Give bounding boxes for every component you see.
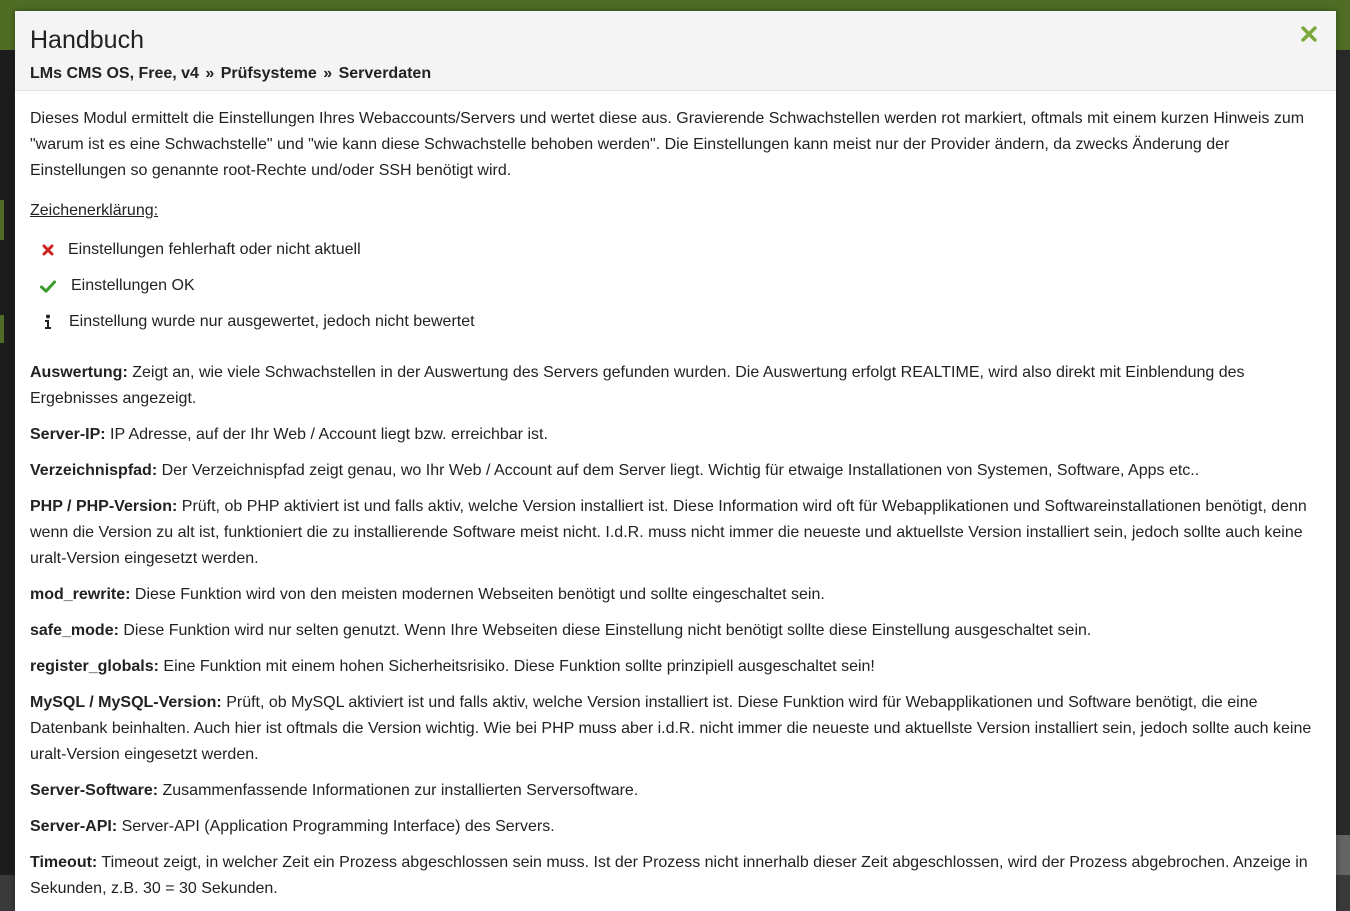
definition-text: Prüft, ob PHP aktiviert ist und falls aktiv, welche Version installiert ist. Diese Information wird oft für Webapplikationen und Softwareinstallationen benötigt, denn wenn die Version zu alt ist, funktioniert die zu installierende Software meist nicht. I.d.R. muss nicht immer die neueste und aktuellste Version installiert sein, jedoch sollte auch keine uralt-Version eingesetzt werden.	[30, 498, 1307, 567]
legend-item	[30, 268, 1321, 304]
manual-modal	[15, 11, 1336, 911]
breadcrumb	[30, 64, 1321, 84]
legend-item-text: Einstellungen fehlerhaft oder nicht aktuell	[68, 241, 361, 258]
definition-php-version	[30, 494, 1321, 572]
definition-term: Auswertung:	[30, 364, 128, 381]
definition-term: register_globals:	[30, 658, 159, 675]
modal-title: Handbuch	[30, 26, 144, 54]
definition-term: Server-API:	[30, 818, 118, 835]
definition-term: Verzeichnispfad:	[30, 462, 158, 479]
legend-item	[30, 232, 1321, 268]
definition-timeout	[30, 850, 1321, 902]
info-icon	[40, 314, 56, 330]
breadcrumb-item-pruefsysteme: Prüfsysteme	[220, 65, 317, 82]
definition-server-ip	[30, 422, 1321, 448]
definition-term: Server-IP:	[30, 426, 106, 443]
definition-mod-rewrite	[30, 582, 1321, 608]
definition-verzeichnispfad	[30, 458, 1321, 484]
definition-mysql-version	[30, 690, 1321, 768]
definition-text: Zusammenfassende Informationen zur installierten Serversoftware.	[162, 782, 639, 799]
definition-auswertung	[30, 360, 1321, 412]
definition-safe-mode	[30, 618, 1321, 644]
legend-list	[30, 232, 1321, 340]
legend-item-text: Einstellung wurde nur ausgewertet, jedoch nicht bewertet	[69, 313, 475, 330]
intro-text: Dieses Modul ermittelt die Einstellungen Ihres Webaccounts/Servers und wertet diese aus. Gravierende Schwachstellen werden rot markiert, oftmals mit einem kurzen Hinweis zum "warum ist es eine Schwachstelle" und "wie kann diese Schwachstelle behoben werden". Die Einstellungen kann meist nur der Provider ändern, da zwecks Änderung der Einstellungen so genannte root-Rechte und/oder SSH benötigt wird.	[30, 110, 1305, 179]
definition-text: Diese Funktion wird von den meisten modernen Webseiten benötigt und sollte eingeschaltet sein.	[134, 586, 825, 603]
legend-item-text: Einstellungen OK	[71, 277, 195, 294]
definition-term: Timeout:	[30, 854, 98, 871]
definition-server-software	[30, 778, 1321, 804]
definition-text: Prüft, ob MySQL aktiviert ist und falls aktiv, welche Version installiert ist. Diese Funktion wird für Webapplikationen und Software benötigt, die eine Datenbank beinhalten. Auch hier ist oftmals die Version wichtig. Wie bei PHP muss aber i.d.R. nicht immer die neueste und aktuellste Version installiert sein, jedoch sollte auch keine uralt-Version eingesetzt werden.	[30, 694, 1312, 763]
definition-text: Eine Funktion mit einem hohen Sicherheitsrisiko. Diese Funktion sollte prinzipiell ausgeschaltet sein!	[163, 658, 875, 675]
definition-term: safe_mode:	[30, 622, 119, 639]
breadcrumb-separator: »	[205, 65, 215, 82]
breadcrumb-item-serverdaten: Serverdaten	[338, 65, 432, 82]
check-icon	[40, 278, 56, 294]
breadcrumb-separator: »	[323, 65, 333, 82]
definition-term: MySQL / MySQL-Version:	[30, 694, 222, 711]
breadcrumb-item-product: LMs CMS OS, Free, v4	[30, 65, 199, 82]
close-icon	[1300, 25, 1318, 43]
definition-server-api	[30, 814, 1321, 840]
definition-text: IP Adresse, auf der Ihr Web / Account liegt bzw. erreichbar ist.	[110, 426, 548, 443]
close-button[interactable]	[1300, 25, 1318, 43]
legend-title: Zeichenerklärung:	[30, 202, 159, 219]
definition-term: mod_rewrite:	[30, 586, 131, 603]
cross-icon	[40, 242, 56, 258]
definition-text: Diese Funktion wird nur selten genutzt. Wenn Ihre Webseiten diese Einstellung nicht benötigt sollte diese Einstellung ausgeschaltet sein.	[123, 622, 1092, 639]
legend-item	[30, 304, 1321, 340]
definition-term: Server-Software:	[30, 782, 159, 799]
definition-text: Der Verzeichnispfad zeigt genau, wo Ihr Web / Account auf dem Server liegt. Wichtig für etwaige Installationen von Systemen, Software, Apps etc..	[161, 462, 1200, 479]
definition-term: PHP / PHP-Version:	[30, 498, 178, 515]
modal-header	[15, 11, 1336, 91]
modal-body	[15, 91, 1336, 902]
definition-text: Zeigt an, wie viele Schwachstellen in der Auswertung des Servers gefunden wurden. Die Auswertung erfolgt REALTIME, wird also direkt mit Einblendung des Ergebnisses angezeigt.	[30, 364, 1245, 407]
definition-register-globals	[30, 654, 1321, 680]
definition-text: Timeout zeigt, in welcher Zeit ein Prozess abgeschlossen sein muss. Ist der Prozess nicht innerhalb dieser Zeit abgeschlossen, wird der Prozess abgebrochen. Anzeige in Sekunden, z.B. 30 = 30 Sekunden.	[30, 854, 1308, 897]
definition-text: Server-API (Application Programming Interface) des Servers.	[121, 818, 555, 835]
